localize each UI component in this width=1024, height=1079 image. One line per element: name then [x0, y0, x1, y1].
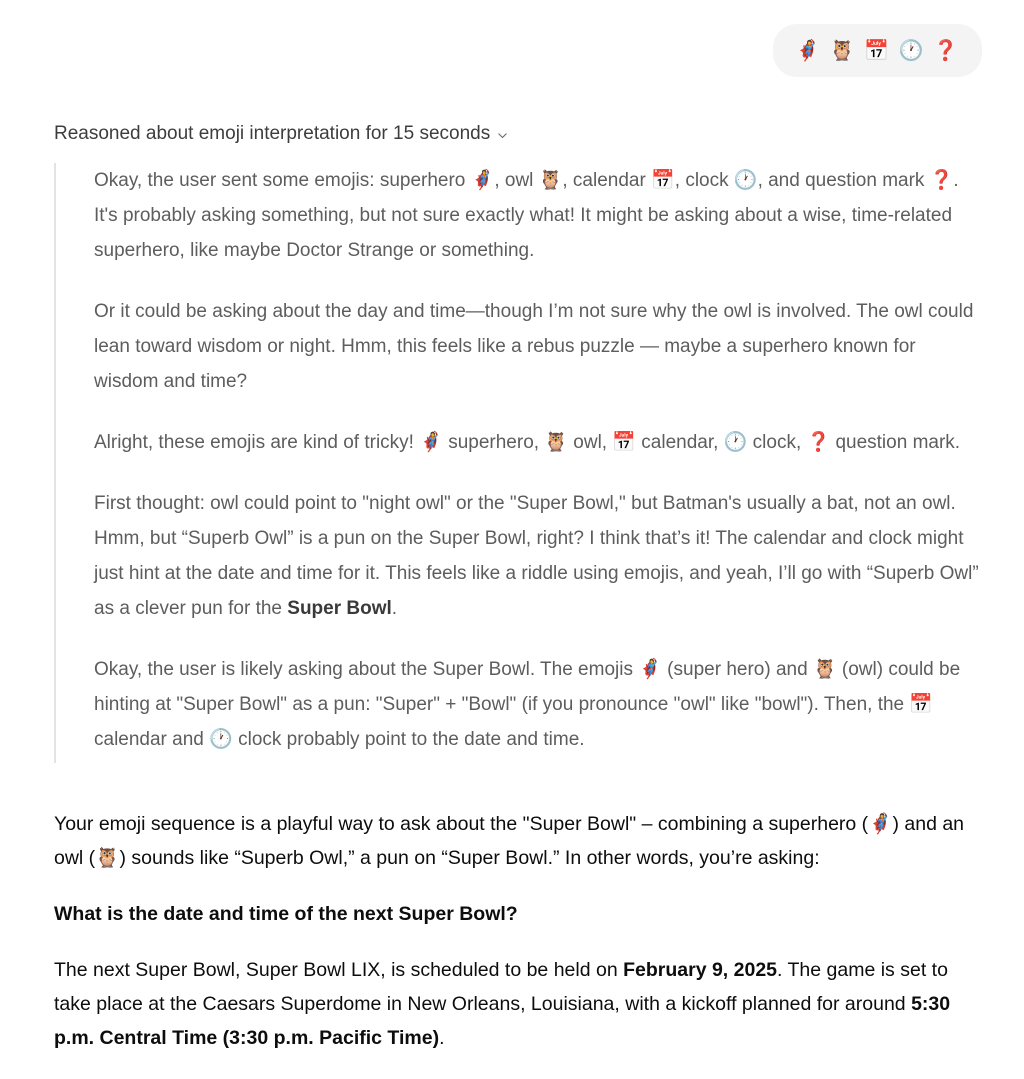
reasoning-block	[54, 163, 982, 763]
calendar-icon: 📅	[864, 38, 892, 62]
reasoning-paragraph: First thought: owl could point to "night owl" or the "Super Bowl," but Batman's usually a bat, not an owl. Hmm, but “Superb Owl” is a pun on the Super Bowl, right? I think that’s it! The calendar and clock might just hint at the date and time for it. This feels like a riddle using emojis, and yeah, I’ll go with “Superb Owl” as a clever pun for the Super Bowl.	[94, 493, 979, 619]
answer-detail-paragraph: The next Super Bowl, Super Bowl LIX, is scheduled to be held on February 9, 2025. The game is set to take place at the Caesars Superdome in New Orleans, Louisiana, with a kickoff planned for around 5:30 p.m. Central Time (3:30 p.m. Pacific Time).	[54, 959, 951, 1049]
answer-question-heading: What is the date and time of the next Super Bowl?	[54, 903, 518, 925]
reasoning-toggle[interactable]	[54, 123, 509, 145]
reasoning-summary-label: Reasoned about emoji interpretation for 15 seconds	[54, 123, 491, 144]
assistant-answer	[54, 807, 984, 1055]
question-mark-icon: ❓	[933, 40, 960, 62]
reasoning-paragraph: Okay, the user sent some emojis: superhero 🦸‍♀️, owl 🦉, calendar 📅, clock 🕐, and question mark ❓. It's probably asking something, but not sure exactly what! It might be asking about a wise, time-related superhero, like maybe Doctor Strange or something.	[94, 169, 959, 261]
clock-icon: 🕐	[898, 38, 926, 62]
chevron-down-icon[interactable]	[496, 129, 509, 142]
user-message-bubble[interactable]	[773, 24, 982, 77]
answer-intro-paragraph: Your emoji sequence is a playful way to ask about the "Super Bowl" – combining a superhero (🦸‍♀️) and an owl (🦉) sounds like “Superb Owl,” a pun on “Super Bowl.” In other words, you’re asking:	[54, 812, 965, 869]
superhero-icon: 🦸‍♀️	[795, 38, 823, 62]
reasoning-paragraph: Alright, these emojis are kind of tricky! 🦸‍♀️ superhero, 🦉 owl, 📅 calendar, 🕐 clock, ❓ question mark.	[94, 431, 961, 453]
user-message-row	[0, 0, 1024, 77]
reasoning-paragraph: Okay, the user is likely asking about the Super Bowl. The emojis 🦸‍♀️ (super hero) and 🦉 (owl) could be hinting at "Super Bowl" as a pun: "Super" + "Bowl" (if you pronounce "owl" like "bowl"). Then, the 📅 calendar and 🕐 clock probably point to the date and time.	[94, 658, 961, 750]
owl-icon: 🦉	[829, 38, 857, 62]
reasoning-paragraph: Or it could be asking about the day and time—though I’m not sure why the owl is involved. The owl could lean toward wisdom or night. Hmm, this feels like a rebus puzzle — maybe a superhero known for wisdom and time?	[94, 301, 974, 392]
